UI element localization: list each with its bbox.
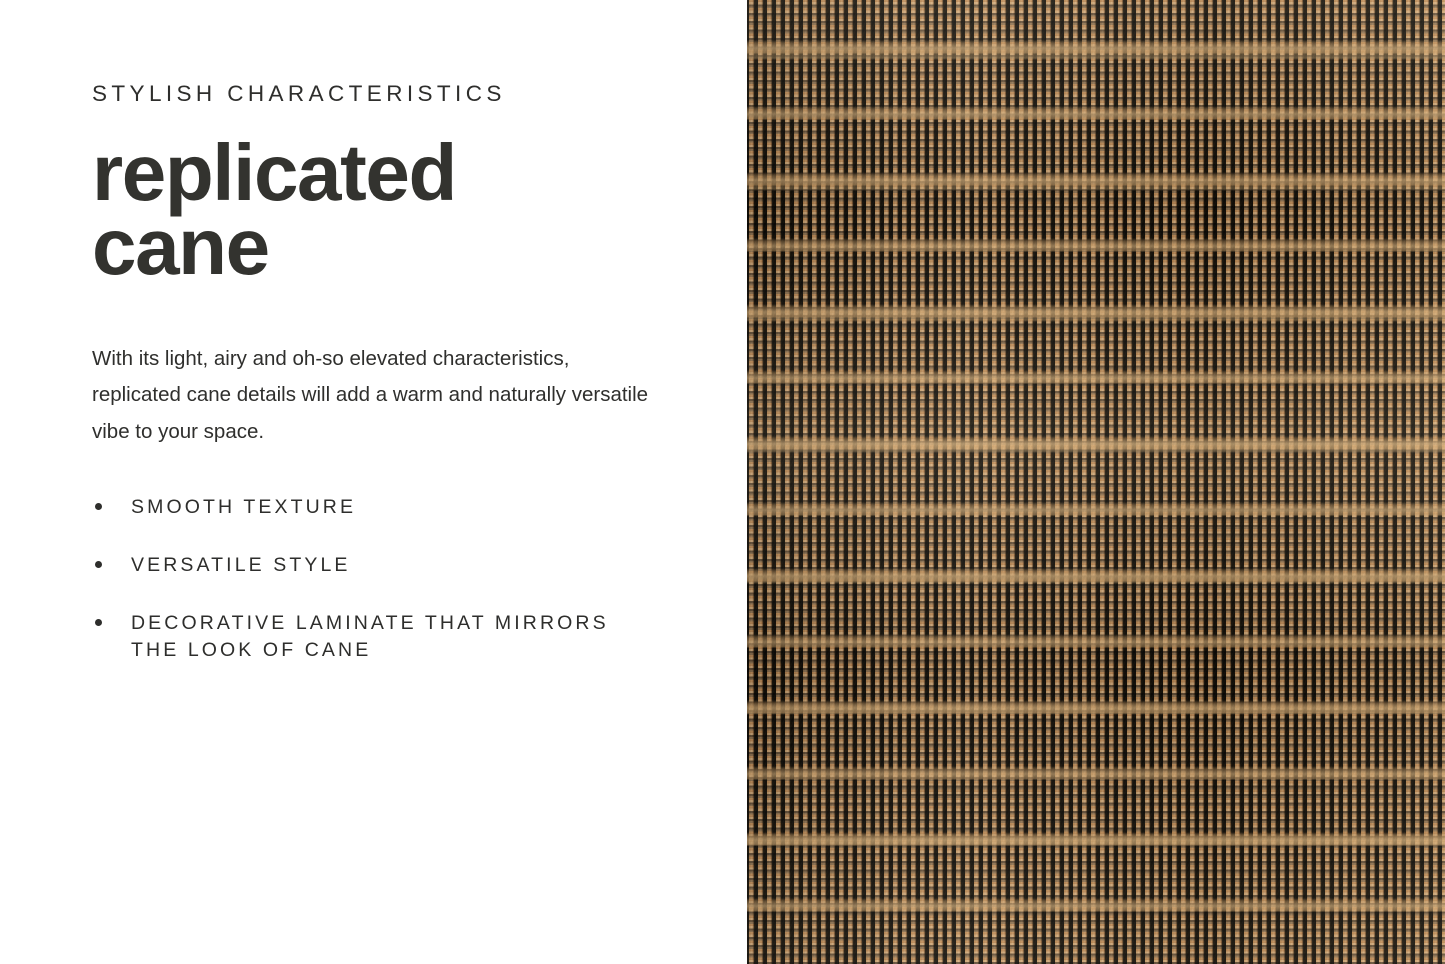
bullet-icon <box>95 619 102 626</box>
list-item <box>92 494 612 522</box>
page-title: replicated cane <box>92 128 456 292</box>
bullet-icon <box>95 561 102 568</box>
weave-pattern <box>747 0 1445 964</box>
cane-texture-image <box>747 0 1445 964</box>
bullet-icon <box>95 503 102 510</box>
list-item-label: DECORATIVE LAMINATE THAT MIRRORS THE LOOK OF CANE <box>131 611 609 662</box>
list-item-label: SMOOTH TEXTURE <box>131 496 357 519</box>
list-item <box>92 610 612 665</box>
body-paragraph: With its light, airy and oh-so elevated characteristics, replicated cane details will add a warm and naturally versatile vibe to your space. <box>92 346 649 443</box>
list-item-label: VERSATILE STYLE <box>131 553 351 576</box>
list-item <box>92 552 612 580</box>
weave-grain-layer <box>747 0 1445 964</box>
eyebrow-heading: STYLISH CHARACTERISTICS <box>92 81 506 106</box>
feature-list <box>92 494 687 665</box>
